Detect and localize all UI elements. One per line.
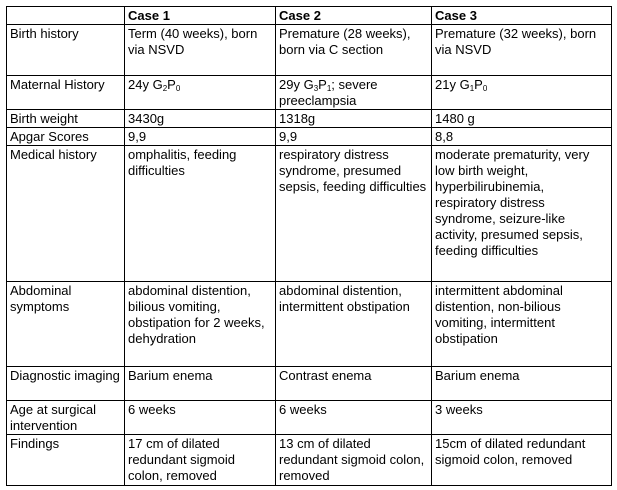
table-row-birth-weight [7,110,612,128]
cell-medical-history-case-3: moderate prematurity, very low birth weight, hyperbilirubinemia, respiratory distress syndrome, seizure-like activity, presumed sepsis, feeding difficulties [432,146,612,282]
table-row-abdominal-symptoms [7,282,612,367]
cell-abdominal-symptoms-case-3: intermittent abdominal distention, non-bilious vomiting, intermittent obstipation [432,282,612,367]
row-label-apgar-scores: Apgar Scores [7,128,125,146]
table-row-findings [7,435,612,486]
row-label-findings: Findings [7,435,125,486]
header-cell-case-3: Case 3 [432,7,612,25]
cell-birth-weight-case-2: 1318g [276,110,432,128]
table-header-row [7,7,612,25]
cell-apgar-case-3: 8,8 [432,128,612,146]
row-label-birth-weight: Birth weight [7,110,125,128]
cell-medical-history-case-2: respiratory distress syndrome, presumed sepsis, feeding difficulties [276,146,432,282]
cell-birth-history-case-3: Premature (32 weeks), born via NSVD [432,25,612,76]
row-label-birth-history: Birth history [7,25,125,76]
table-row-diagnostic-imaging [7,367,612,401]
cell-apgar-case-2: 9,9 [276,128,432,146]
cell-maternal-history-case-1 [125,76,276,110]
table-row-maternal-history [7,76,612,110]
para-count: 1 [326,84,332,93]
cell-birth-weight-case-1: 3430g [125,110,276,128]
cell-medical-history-case-1: omphalitis, feeding difficulties [125,146,276,282]
row-label-maternal-history: Maternal History [7,76,125,110]
para-count: 0 [482,84,488,93]
header-cell-blank [7,7,125,25]
cell-findings-case-2: 13 cm of dilated redundant sigmoid colon, removed [276,435,432,486]
cell-maternal-history-case-2 [276,76,432,110]
row-label-medical-history: Medical history [7,146,125,282]
gravida-count: 2 [162,84,168,93]
para-prefix: P [167,77,176,92]
cell-birth-history-case-2: Premature (28 weeks), born via C section [276,25,432,76]
cell-findings-case-3: 15cm of dilated redundant sigmoid colon, removed [432,435,612,486]
case-comparison-table [6,6,612,486]
cell-diagnostic-imaging-case-3: Barium enema [432,367,612,401]
cell-abdominal-symptoms-case-2: abdominal distention, intermittent obstipation [276,282,432,367]
cell-maternal-history-case-3 [432,76,612,110]
gravida-count: 1 [469,84,475,93]
para-count: 0 [175,84,181,93]
cell-age-at-surgery-case-3: 3 weeks [432,401,612,435]
table-row-apgar-scores [7,128,612,146]
cell-age-at-surgery-case-2: 6 weeks [276,401,432,435]
maternal-age-gravida: 24y G [128,77,163,92]
cell-diagnostic-imaging-case-2: Contrast enema [276,367,432,401]
cell-apgar-case-1: 9,9 [125,128,276,146]
maternal-age-gravida: 21y G [435,77,470,92]
cell-birth-history-case-1: Term (40 weeks), born via NSVD [125,25,276,76]
row-label-abdominal-symptoms: Abdominal symptoms [7,282,125,367]
maternal-age-gravida: 29y G [279,77,314,92]
cell-age-at-surgery-case-1: 6 weeks [125,401,276,435]
cell-diagnostic-imaging-case-1: Barium enema [125,367,276,401]
table-row-medical-history [7,146,612,282]
row-label-diagnostic-imaging: Diagnostic imaging [7,367,125,401]
para-prefix: P [474,77,483,92]
cell-abdominal-symptoms-case-1: abdominal distention, bilious vomiting, obstipation for 2 weeks, dehydration [125,282,276,367]
table-row-birth-history [7,25,612,76]
para-prefix: P [318,77,327,92]
table-row-age-at-surgery [7,401,612,435]
maternal-note: ; severe preeclampsia [279,77,378,108]
row-label-age-at-surgery: Age at surgical intervention [7,401,125,435]
header-cell-case-1: Case 1 [125,7,276,25]
cell-birth-weight-case-3: 1480 g [432,110,612,128]
cell-findings-case-1: 17 cm of dilated redundant sigmoid colon, removed [125,435,276,486]
gravida-count: 3 [313,84,319,93]
header-cell-case-2: Case 2 [276,7,432,25]
